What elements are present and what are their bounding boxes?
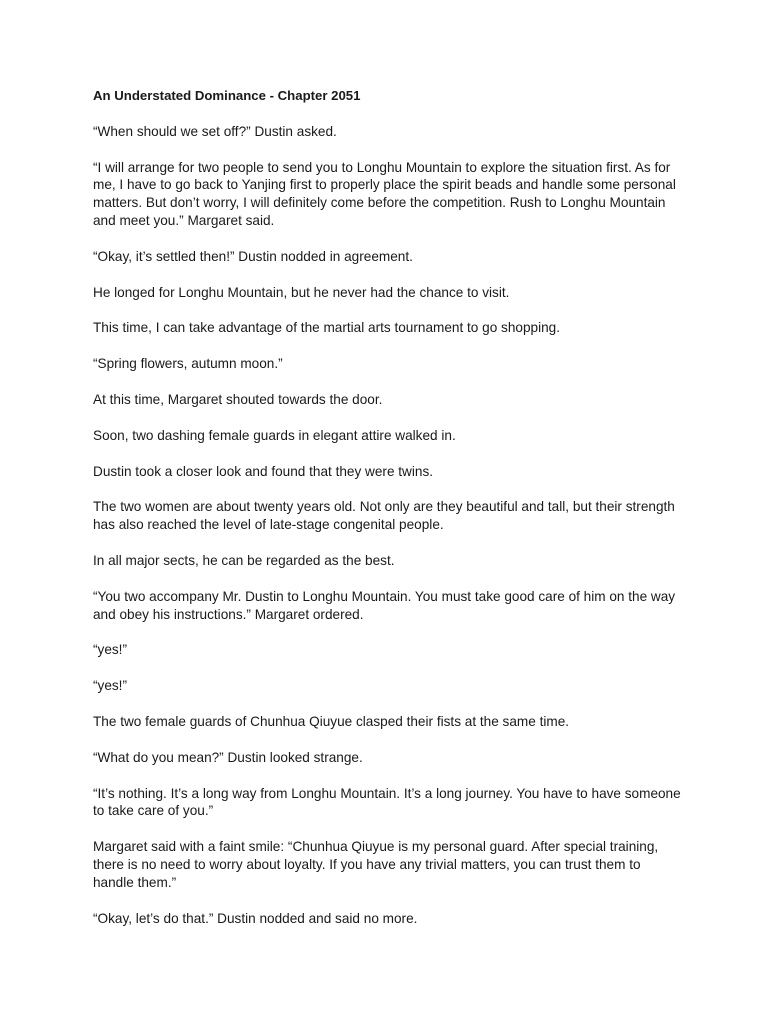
paragraph: Soon, two dashing female guards in elegant attire walked in. <box>93 427 456 443</box>
paragraph: “Spring flowers, autumn moon.” <box>93 356 283 372</box>
paragraph: This time, I can take advantage of the martial arts tournament to go shopping. <box>93 320 560 336</box>
paragraph: “You two accompany Mr. Dustin to Longhu Mountain. You must take good care of him on the way and obey his instructions.” Margaret ordered. <box>93 588 676 622</box>
paragraph: “Okay, it’s settled then!” Dustin nodded in agreement. <box>93 248 413 264</box>
paragraph: “I will arrange for two people to send you to Longhu Mountain to explore the situation first. As for me, I have to go back to Yanjing first to properly place the spirit beads and handle some personal matters. But don’t worry, I will definitely come before the competition. Rush to Longhu Mountain and meet you.” Margaret said. <box>93 159 676 228</box>
paragraph: “Okay, let’s do that.” Dustin nodded and said no more. <box>93 910 418 926</box>
paragraph: He longed for Longhu Mountain, but he never had the chance to visit. <box>93 284 510 300</box>
paragraph: Margaret said with a faint smile: “Chunhua Qiuyue is my personal guard. After special training, there is no need to worry about loyalty. If you have any trivial matters, you can trust them to handle them.” <box>93 839 659 890</box>
chapter-title: An Understated Dominance - Chapter 2051 <box>93 88 361 103</box>
paragraph: Dustin took a closer look and found that they were twins. <box>93 463 434 479</box>
paragraph: At this time, Margaret shouted towards the door. <box>93 391 383 407</box>
paragraph: In all major sects, he can be regarded as the best. <box>93 552 395 568</box>
document-body <box>93 87 683 945</box>
paragraph: The two female guards of Chunhua Qiuyue clasped their fists at the same time. <box>93 713 570 729</box>
paragraph: “It’s nothing. It’s a long way from Longhu Mountain. It’s a long journey. You have to have someone to take care of you.” <box>93 785 681 819</box>
paragraph: “When should we set off?” Dustin asked. <box>93 123 337 139</box>
paragraph: “yes!” <box>93 678 127 694</box>
paragraph: The two women are about twenty years old. Not only are they beautiful and tall, but their strength has also reached the level of late-stage congenital people. <box>93 499 675 533</box>
paragraph: “What do you mean?” Dustin looked strange. <box>93 749 363 765</box>
paragraph: “yes!” <box>93 642 127 658</box>
